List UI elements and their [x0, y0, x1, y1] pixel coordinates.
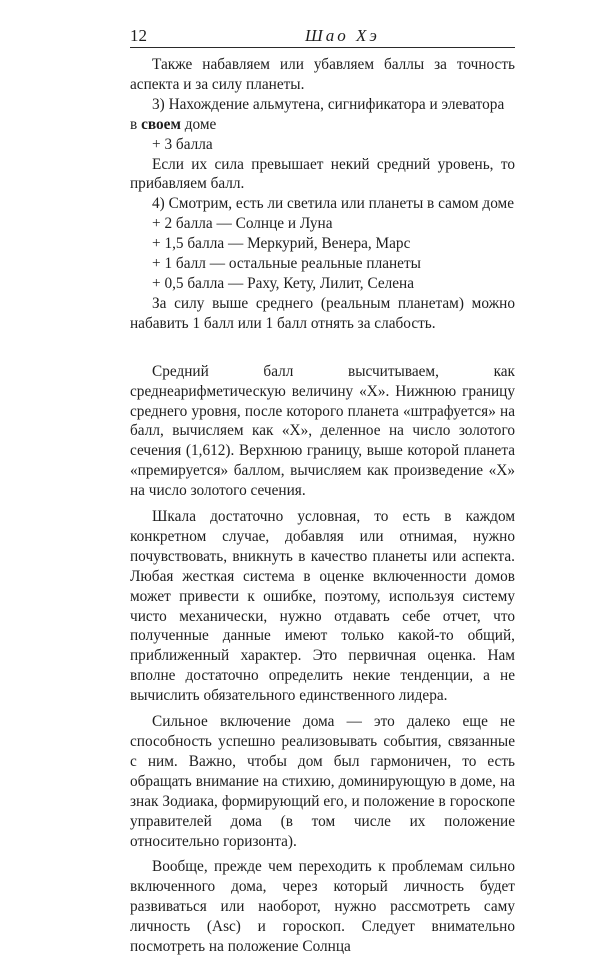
paragraph: Сильное включение дома — это далеко еще не способность успешно реализовывать события, связанные с ним. Важно, чтобы дом был гармоничен, то есть обращать внимание на стихию, доминирующую в доме, на знак Зодиака, формирующий его, и положение в гороскопе управителей дома (в том числе их положение относительно горизонта). — [130, 713, 515, 850]
header-rule — [130, 47, 515, 48]
page-number: 12 — [130, 26, 147, 45]
paragraph — [130, 95, 515, 135]
emphasized-word: своем — [141, 115, 181, 133]
paragraph: Средний балл высчитываем, как среднеарифметическую величину «Х». Нижнюю границу среднего уровня, после которого планета «штрафуется» на балл, вычисляем как «Х», деленное на число золотого сечения (1,612). Верхнюю границу, выше которой планета «премируется» баллом, вычисляем как произведение «Х» на число золотого сечения. — [130, 362, 515, 500]
list-item: + 1,5 балла — Меркурий, Венера, Марс — [152, 235, 411, 253]
body-text — [130, 55, 515, 957]
paragraph: Шкала достаточно условная, то есть в каждом конкретном случае, добавляя или отнимая, нужно почувствовать, вникнуть в качество планеты или аспекта. Любая жесткая система в оценке включенности домов может привести к ошибке, поэтому, используя систему чисто механически, нужно отдавать себе отчет, что полученные данные имеют только какой-то общий, приближенный характер. Это первичная оценка. Нам вполне достаточно определить некие тенденции, а не вычислить обязательного единственного лидера. — [130, 508, 515, 705]
paragraph: Вообще, прежде чем переходить к проблемам сильно включенного дома, через который личность будет развиваться или наоборот, нужно рассмотреть саму личность (Asc) и гороскоп. Следует внимательно посмотреть на положение Солнца — [130, 858, 515, 956]
section-gap — [130, 334, 515, 362]
paragraph: + 3 балла — [152, 135, 213, 153]
list-item: + 0,5 балла — Раху, Кету, Лилит, Селена — [152, 274, 415, 292]
paragraph-text: 3) Нахождение альмутена, сигнификатора и элеватора в — [130, 95, 505, 133]
list-item: + 2 балла — Солнце и Луна — [152, 215, 333, 233]
running-title: Шао Хэ — [305, 26, 380, 45]
paragraph: Если их сила превышает некий средний уровень, то прибавляем балл. — [130, 155, 515, 193]
paragraph: Также набавляем или убавляем баллы за точность аспекта и за силу планеты. — [130, 56, 515, 93]
paragraph: За силу выше среднего (реальным планетам) можно набавить 1 балл или 1 балл отнять за слабость. — [130, 294, 515, 332]
paragraph-text: доме — [180, 115, 217, 133]
list-item: + 1 балл — остальные реальные планеты — [152, 255, 421, 273]
paragraph: 4) Смотрим, есть ли светила или планеты в самом доме — [152, 195, 515, 213]
